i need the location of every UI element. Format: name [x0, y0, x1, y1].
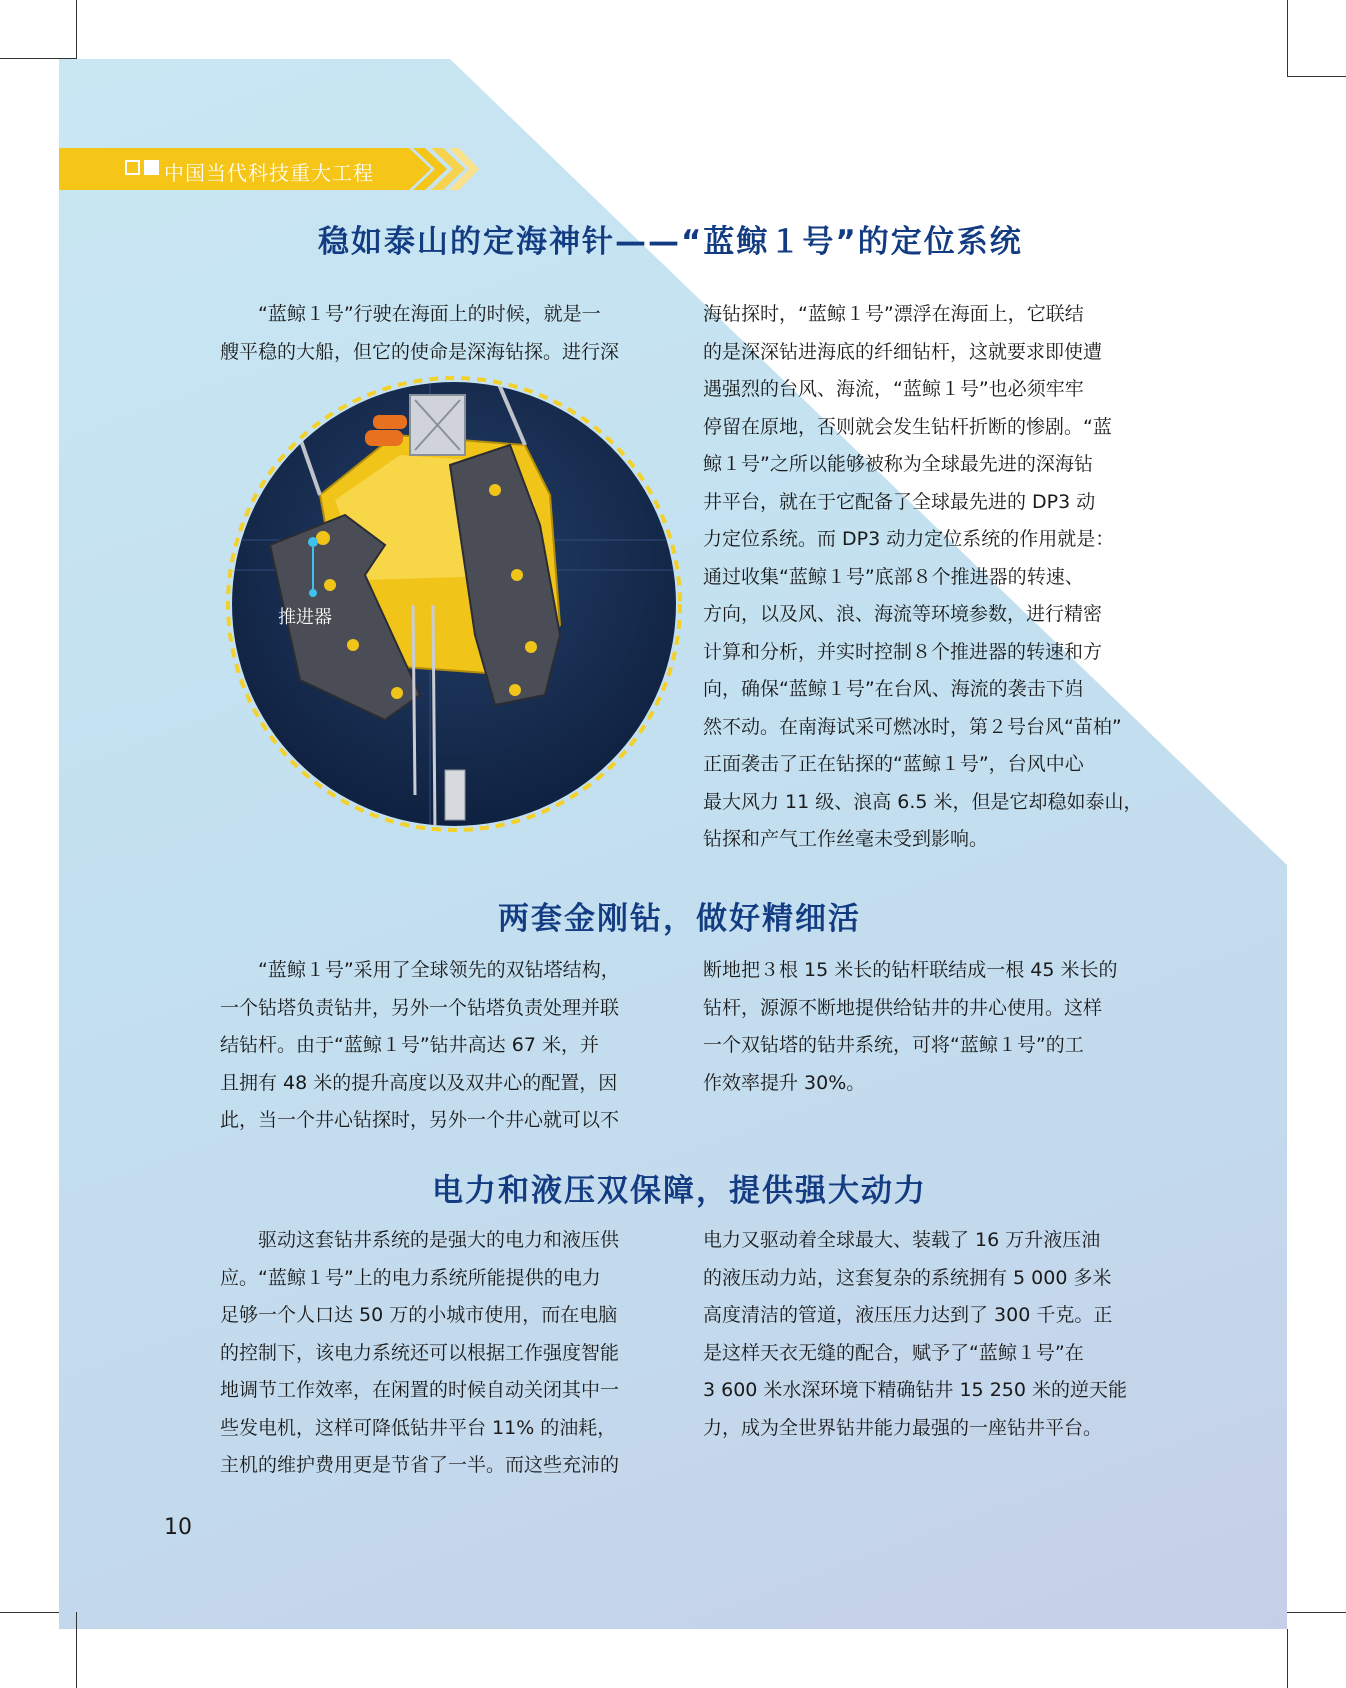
text-line: 的控制下，该电力系统还可以根据工作强度智能	[220, 1341, 620, 1364]
section-1-left-paragraph	[220, 296, 660, 371]
text-line: “蓝鲸１号”采用了全球领先的双钻塔结构，	[258, 959, 620, 981]
text-line: 一个双钻塔的钻井系统，可将“蓝鲸１号”的工	[703, 1034, 1084, 1056]
series-title: 中国当代科技重大工程	[164, 161, 374, 185]
text-line: 的液压动力站，这套复杂的系统拥有 5 000 多米	[703, 1266, 1112, 1289]
text-line: 的是深深钻进海底的纤细钻杆，这就要求即使遭	[703, 340, 1103, 363]
text-line: 且拥有 48 米的提升高度以及双井心的配置，因	[220, 1071, 618, 1094]
section-2-title: 两套金刚钻，做好精细活	[498, 901, 861, 937]
filled-square-icon	[144, 160, 159, 175]
text-line: 高度清洁的管道，液压压力达到了 300 千克。正	[703, 1304, 1113, 1326]
text-line: 地调节工作效率，在闲置的时候自动关闭其中一	[220, 1379, 620, 1401]
text-line: 电力又驱动着全球最大、装载了 16 万升液压油	[703, 1229, 1101, 1251]
text-line: 艘平稳的大船，但它的使命是深海钻探。进行深	[220, 340, 620, 363]
text-line: 方向，以及风、浪、海流等环境参数，进行精密	[703, 603, 1103, 625]
text-line: 是这样天衣无缝的配合，赋予了“蓝鲸１号”在	[703, 1341, 1084, 1364]
text-line: 足够一个人口达 50 万的小城市使用，而在电脑	[220, 1304, 618, 1326]
text-line: 海钻探时，“蓝鲸１号”漂浮在海面上，它联结	[703, 303, 1084, 325]
text-line: 3 600 米水深环境下精确钻井 15 250 米的逆天能	[703, 1379, 1127, 1401]
text-line: 应。“蓝鲸１号”上的电力系统所能提供的电力	[220, 1266, 601, 1289]
thruster-callout-label: 推进器	[278, 607, 332, 628]
text-line: 结钻杆。由于“蓝鲸１号”钻井高达 67 米，并	[220, 1034, 599, 1056]
text-line: 计算和分析，并实时控制８个推进器的转速和方	[703, 640, 1103, 663]
text-line: 作效率提升 30%。	[703, 1071, 866, 1094]
text-line: 此，当一个井心钻探时，另外一个井心就可以不	[220, 1109, 620, 1131]
text-line: 力，成为全世界钻井能力最强的一座钻井平台。	[703, 1416, 1103, 1439]
section-2-right-paragraph	[703, 952, 1145, 1102]
text-line: 主机的维护费用更是节省了一半。而这些充沛的	[220, 1454, 620, 1476]
text-line: 些发电机，这样可降低钻井平台 11% 的油耗，	[220, 1416, 617, 1439]
section-1-right-paragraph	[703, 296, 1145, 859]
text-line: 然不动。在南海试采可燃冰时，第２号台风“苗柏”	[703, 715, 1122, 738]
section-3-left-paragraph	[220, 1222, 660, 1485]
text-line: “蓝鲸１号”行驶在海面上的时候，就是一	[258, 303, 601, 325]
text-line: 遇强烈的台风、海流，“蓝鲸１号”也必须牢牢	[703, 378, 1084, 400]
text-line: 向，确保“蓝鲸１号”在台风、海流的袭击下岿	[703, 678, 1084, 700]
text-line: 停留在原地，否则就会发生钻杆折断的惨剧。“蓝	[703, 415, 1112, 438]
page-number: 10	[164, 1515, 192, 1540]
section-2-left-paragraph	[220, 952, 660, 1140]
text-line: 断地把３根 15 米长的钻杆联结成一根 45 米长的	[703, 959, 1118, 981]
section-3-right-paragraph	[703, 1222, 1145, 1447]
text-line: 最大风力 11 级、浪高 6.5 米，但是它却稳如泰山，	[703, 790, 1143, 813]
section-1-title: 稳如泰山的定海神针——“蓝鲸１号”的定位系统	[318, 224, 1023, 260]
text-line: 力定位系统。而 DP3 动力定位系统的作用就是：	[703, 528, 1115, 550]
text-line: 正面袭击了正在钻探的“蓝鲸１号”，台风中心	[703, 753, 1084, 775]
text-line: 鲸１号”之所以能够被称为全球最先进的深海钻	[703, 453, 1093, 475]
text-line: 驱动这套钻井系统的是强大的电力和液压供	[258, 1229, 620, 1251]
drilling-platform-illustration	[225, 375, 683, 833]
text-line: 井平台，就在于它配备了全球最先进的 DP3 动	[703, 490, 1096, 513]
text-line: 一个钻塔负责钻井，另外一个钻塔负责处理并联	[220, 996, 620, 1019]
outline-square-icon	[125, 160, 140, 175]
text-line: 通过收集“蓝鲸１号”底部８个推进器的转速、	[703, 565, 1084, 588]
section-3-title: 电力和液压双保障，提供强大动力	[432, 1173, 927, 1209]
text-line: 钻杆，源源不断地提供给钻井的井心使用。这样	[703, 996, 1103, 1019]
text-line: 钻探和产气工作丝毫未受到影响。	[703, 828, 989, 850]
